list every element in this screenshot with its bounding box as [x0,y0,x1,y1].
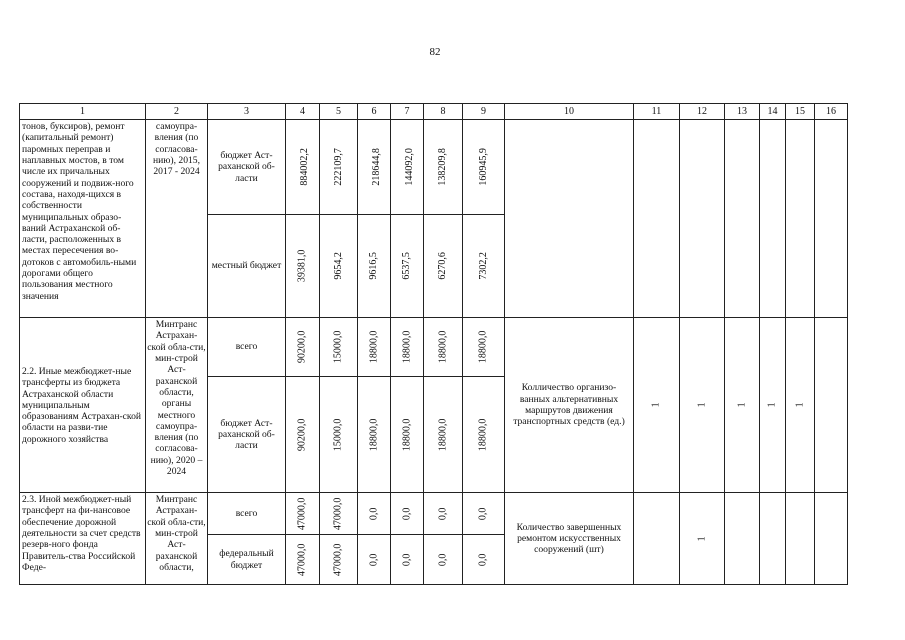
amount-cell: 15000,0 [320,318,358,377]
amount-cell: 0,0 [358,535,391,585]
indicator-value-cell [786,120,815,318]
table-row [20,318,848,377]
column-header: 4 [286,104,320,120]
amount-cell: 218644,8 [358,120,391,215]
indicator-cell: Количество завершенных ремонтом искусственных сооружений (шт) [505,493,634,585]
amount-cell: 6270,6 [424,215,463,318]
column-header: 13 [725,104,760,120]
column-header: 1 [20,104,146,120]
column-header: 16 [815,104,848,120]
amount-cell: 18800,0 [424,377,463,493]
column-header: 3 [208,104,286,120]
indicator-value-cell [815,120,848,318]
amount-cell: 0,0 [424,535,463,585]
table-row [20,120,848,215]
amount-cell: 144092,0 [391,120,424,215]
amount-cell: 9654,2 [320,215,358,318]
executor-cell: самоупра-вления (по согласова-нию), 2015, 2017 - 2024 [146,120,208,318]
amount-cell: 18800,0 [463,318,505,377]
executor-cell: Минтранс Астрахан-ской обла-сти, мин-строй Аст-раханской области, органы местного самоупра-вления (по согласова-нию), 2020 – 2024 [146,318,208,493]
amount-cell: 6537,5 [391,215,424,318]
column-header: 11 [634,104,680,120]
measure-description: тонов, буксиров), ремонт (капитальный ремонт) паромных переправ и наплавных мостов, в том числе их причальных сооружений и подвиж-ного состава, находя-щихся в собственности муниципальных образо-ваний Астраханской об-ласти, расположенных в местах пересечения во-дотоков с автомобиль-ными дорогами общего пользования местного значения [20,120,146,318]
amount-cell: 18800,0 [391,318,424,377]
indicator-value-cell [725,493,760,585]
column-header: 2 [146,104,208,120]
indicator-value-cell: 1 [680,318,725,493]
amount-cell: 0,0 [391,493,424,535]
amount-cell: 90200,0 [286,377,320,493]
amount-cell: 0,0 [358,493,391,535]
amount-cell: 47000,0 [320,493,358,535]
column-header: 6 [358,104,391,120]
amount-cell: 0,0 [463,535,505,585]
page-number: 82 [429,46,441,58]
indicator-value-cell [634,493,680,585]
indicator-value-cell: 1 [760,318,786,493]
indicator-value-cell: 1 [680,493,725,585]
funding-source: бюджет Аст-раханской об-ласти [208,120,286,215]
amount-cell: 160945,9 [463,120,505,215]
amount-cell: 90200,0 [286,318,320,377]
column-header: 14 [760,104,786,120]
amount-cell: 222109,7 [320,120,358,215]
amount-cell: 0,0 [391,535,424,585]
indicator-value-cell: 1 [725,318,760,493]
column-header: 8 [424,104,463,120]
funding-source: местный бюджет [208,215,286,318]
funding-source: всего [208,318,286,377]
amount-cell: 7302,2 [463,215,505,318]
amount-cell: 47000,0 [320,535,358,585]
indicator-value-cell [815,318,848,493]
amount-cell: 15000,0 [320,377,358,493]
indicator-value-cell [815,493,848,585]
column-header: 9 [463,104,505,120]
indicator-cell [505,120,634,318]
measure-description: 2.3. Иной межбюджет-ный трансферт на фи-нансовое обеспечение дорожной деятельности за счет средств резерв-ного фонда Правитель-ства Российской Феде- [20,493,146,585]
column-header: 5 [320,104,358,120]
column-header: 10 [505,104,634,120]
funding-source: бюджет Аст-раханской об-ласти [208,377,286,493]
amount-cell: 0,0 [424,493,463,535]
indicator-value-cell: 1 [634,318,680,493]
column-header: 7 [391,104,424,120]
indicator-cell: Колличество организо-ванных альтернативных маршрутов движения транспортных средств (ед.) [505,318,634,493]
funding-source: всего [208,493,286,535]
amount-cell: 884002,2 [286,120,320,215]
indicator-value-cell [786,493,815,585]
amount-cell: 39381,0 [286,215,320,318]
amount-cell: 18800,0 [424,318,463,377]
amount-cell: 47000,0 [286,535,320,585]
funding-source: федеральный бюджет [208,535,286,585]
amount-cell: 9616,5 [358,215,391,318]
indicator-value-cell [634,120,680,318]
amount-cell: 18800,0 [358,377,391,493]
amount-cell: 18800,0 [391,377,424,493]
indicator-value-cell [760,493,786,585]
column-header-row [20,104,848,120]
amount-cell: 18800,0 [463,377,505,493]
indicator-value-cell [680,120,725,318]
budget-table [19,103,848,585]
indicator-value-cell: 1 [786,318,815,493]
amount-cell: 18800,0 [358,318,391,377]
table-row [20,493,848,535]
column-header: 12 [680,104,725,120]
executor-cell: Минтранс Астрахан-ской обла-сти, мин-строй Аст-раханской области, [146,493,208,585]
indicator-value-cell [760,120,786,318]
column-header: 15 [786,104,815,120]
measure-description: 2.2. Иные межбюджет-ные трансферты из бюджета Астраханской области муниципальным образованиям Астрахан-ской области на разви-тие дорожного хозяйства [20,318,146,493]
amount-cell: 138209,8 [424,120,463,215]
amount-cell: 47000,0 [286,493,320,535]
indicator-value-cell [725,120,760,318]
amount-cell: 0,0 [463,493,505,535]
